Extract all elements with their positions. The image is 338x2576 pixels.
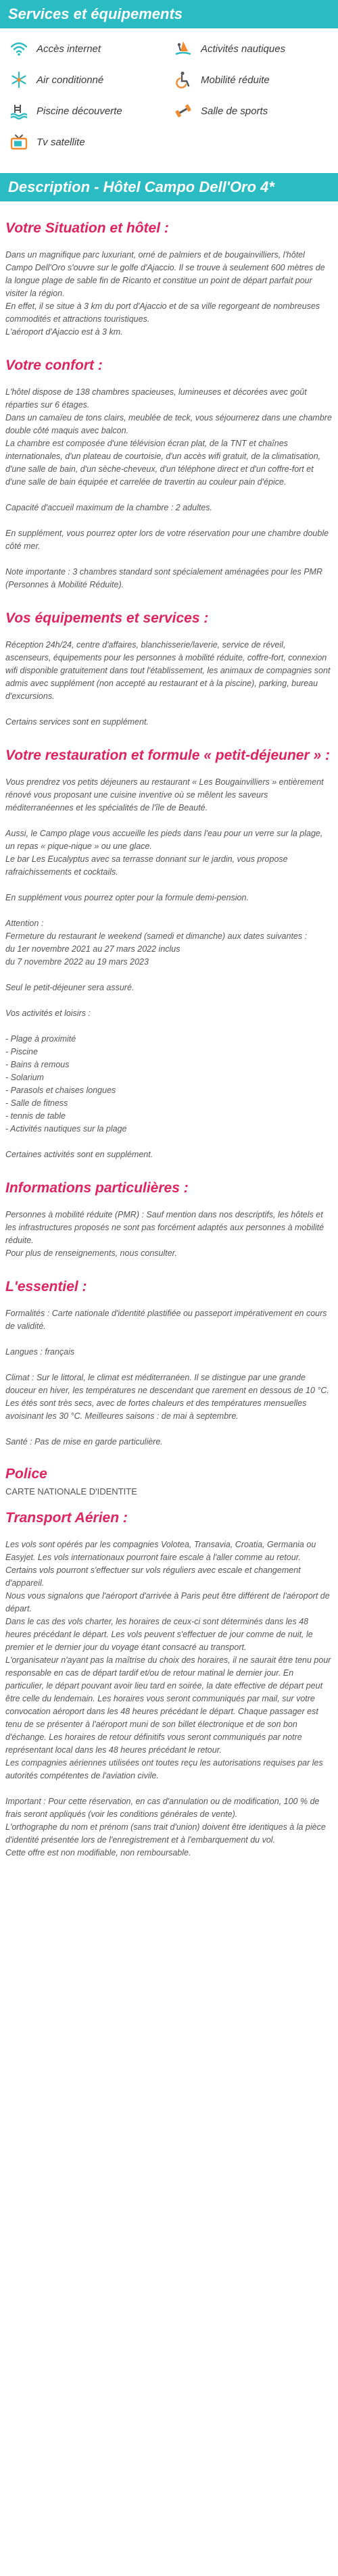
amenity-label: Tv satellite	[37, 136, 85, 148]
pool-icon	[8, 100, 30, 122]
section-text: Réception 24h/24, centre d'affaires, blanchisserie/laverie, service de réveil, ascenseurs, équipements pour les personnes à mobilité réduite, coffre-fort, connexion wifi disponible gratuitement dans tout l'établissement, les animaux de compagnies sont admis avec supplément (non accepté au restaurant et à la piscine), parking, bureau d'excursions. Certains services sont en supplément.	[5, 640, 331, 727]
services-banner: Services et équipements	[0, 0, 338, 28]
section-air-transport	[0, 1509, 338, 1860]
section-text: Formalités : Carte nationale d'identité plastifiée ou passeport impérativement en cours de validité. Langues : français Climat : Sur le littoral, le climat est méditerranéen. Il se distingue par une grande douceur en hiver, les températures ne descendant que rarement en dessous de 10 °C. Les étés sont très secs, avec de fortes chaleurs et des températures mensuelles avoisinant les 30 °C. Meilleures saisons : de mai à septembre. Santé : Pas de mise en garde particulière.	[5, 1309, 329, 1447]
section-text: Personnes à mobilité réduite (PMR) : Sauf mention dans nos descriptifs, les hôtels et les infrastructures proposés ne sont pas forcément adaptés aux personnes à mobilité réduite. Pour plus de renseignements, nous consulter.	[5, 1210, 324, 1258]
section-particular-info	[0, 1179, 338, 1260]
section-essential	[0, 1278, 338, 1449]
section-equipment-services	[0, 609, 338, 729]
description-banner: Description - Hôtel Campo Dell'Oro 4*	[0, 173, 338, 201]
snowflake-icon	[8, 69, 30, 91]
section-text: Les vols sont opérés par les compagnies Volotea, Transavia, Croatia, Germania ou Easyjet. Les vols internationaux pourront faire escale à l'aller comme au retour. Certains vols pourront s'effectuer sur vols réguliers avec escale et changement d'appareil. Nous vous signalons que l'aéroport d'arrivée à Paris peut être différent de l'aéroport de départ. Dans le cas des vols charter, les horaires de ceux-ci sont déterminés dans les 48 heures précédant le départ. Les vols peuvent s'effectuer de jour comme de nuit, le premier et le dernier jour du voyage étant consacré au transport. L'organisateur n'ayant pas la maîtrise du choix des horaires, il ne saurait être tenu pour responsable en cas de départ tardif et/ou de retour matinal le dernier jour. En particulier, le départ pouvant avoir lieu tard en soirée, la date effective de départ peut être celle du lendemain. Les horaires vous seront communiqués par mail, sur votre convocation aéroport dans les 48 heures précédant le départ. Chaque passager est tenu de se présenter à l'aéroport muni de son billet électronique et de son bon d'échange. Les horaires de retour définitifs vous seront communiqués par notre représentant local dans les 48 heures précédant le retour. Les compagnies aériennes utilisées ont toutes reçu les autorisations requises par les autorités compétentes de l'aviation civile. Important : Pour cette réservation, en cas d'annulation ou de modification, 100 % de frais seront appliqués (voir les conditions générales de vente). L'orthographe du nom et prénom (sans trait d'union) doivent être identiques à la pièce d'identité présentée lors de l'enregistrement et à l'embarquement du vol. Cette offre est non modifiable, non remboursable.	[5, 1540, 331, 1857]
section-restaurant	[0, 746, 338, 1161]
police-text: CARTE NATIONALE D'IDENTITE	[5, 1486, 137, 1497]
dumbbell-icon	[172, 100, 194, 122]
wifi-icon	[8, 38, 30, 59]
section-title: Vos équipements et services :	[5, 610, 209, 626]
amenity-label: Air conditionné	[37, 74, 104, 86]
section-title: Transport Aérien :	[5, 1510, 128, 1526]
section-situation	[0, 219, 338, 339]
amenity-nautical	[172, 37, 330, 61]
section-police	[0, 1466, 338, 1497]
amenity-label: Activités nautiques	[201, 43, 286, 55]
windsurf-icon	[172, 38, 194, 59]
wheelchair-icon	[172, 69, 194, 91]
section-title: Votre confort :	[5, 358, 103, 373]
tv-icon	[8, 131, 30, 153]
section-title: Informations particulières :	[5, 1180, 189, 1196]
amenity-air-conditioning	[8, 68, 166, 92]
amenity-label: Salle de sports	[201, 105, 268, 117]
amenity-satellite-tv	[8, 130, 166, 154]
amenity-outdoor-pool	[8, 99, 166, 123]
section-text: Vous prendrez vos petits déjeuners au restaurant « Les Bougainvilliers » entièrement rénové vous proposant une cuisine inventive où se mêlent les saveurs méditerranéennes et les spécialités de l'île de Beauté. Aussi, le Campo plage vous accueille les pieds dans l'eau pour un verre sur la plage, un repas « pique-nique » ou une glace. Le bar Les Eucalyptus avec sa terrasse donnant sur le jardin, vous propose rafraichissements et cocktails. En supplément vous pourrez opter pour la formule demi-pension. Attention : Fermeture du restaurant le weekend (samedi et dimanche) aux dates suivantes : du 1er novembre 2021 au 27 mars 2022 inclus du 7 novembre 2022 au 19 mars 2023 Seul le petit-déjeuner sera assuré. Vos activités et loisirs : - Plage à proximité - Piscine - Bains à remous - Solarium - Parasols et chaises longues - Salle de fitness - tennis de table - Activités nautiques sur la plage Certaines activités sont en supplément.	[5, 777, 324, 1159]
police-title: Police	[5, 1466, 47, 1482]
amenity-label: Accès internet	[37, 43, 101, 55]
section-comfort	[0, 356, 338, 591]
amenity-label: Mobilité réduite	[201, 74, 270, 86]
amenity-reduced-mobility	[172, 68, 330, 92]
amenity-internet	[8, 37, 166, 61]
section-text: L'hôtel dispose de 138 chambres spacieuses, lumineuses et décorées avec goût réparties sur 6 étages. Dans un camaïeu de tons clairs, meublée de teck, vous séjournerez dans une chambre double côté maquis avec balcon. La chambre est composée d'une télévision écran plat, de la TNT et chaînes internationales, d'un plateau de courtoisie, d'un accès wifi gratuit, de la climatisation, d'une salle de bain, d'un sèche-cheveux, d'un téléphone direct et d'un coffre-fort et d'une salle de bain équipée et carrelée de travertin au couleur pain d'épice. Capacité d'accueil maximum de la chambre : 2 adultes. En supplément, vous pourrez opter lors de votre réservation pour une chambre double côté mer. Note importante : 3 chambres standard sont spécialement aménagées pour les PMR (Personnes à Mobilité Réduite).	[5, 387, 332, 589]
amenity-label: Piscine découverte	[37, 105, 122, 117]
section-title: L'essentiel :	[5, 1279, 87, 1294]
amenities-grid	[0, 28, 338, 158]
section-title: Votre Situation et hôtel :	[5, 220, 169, 236]
section-title: Votre restauration et formule « petit-déjeuner » :	[5, 748, 330, 763]
section-text: Dans un magnifique parc luxuriant, orné de palmiers et de bougainvilliers, l'hôtel Campo Dell'Oro s'ouvre sur le golfe d'Ajaccio. Il se trouve à seulement 600 mètres de la longue plage de sable fin de Ricanto et constitue un point de départ parfait pour visiter la région. En effet, il se situe à 3 km du port d'Ajaccio et de sa ville regorgeant de nombreuses commodités et attractions touristiques. L'aéroport d'Ajaccio est à 3 km.	[5, 250, 325, 337]
amenity-gym	[172, 99, 330, 123]
